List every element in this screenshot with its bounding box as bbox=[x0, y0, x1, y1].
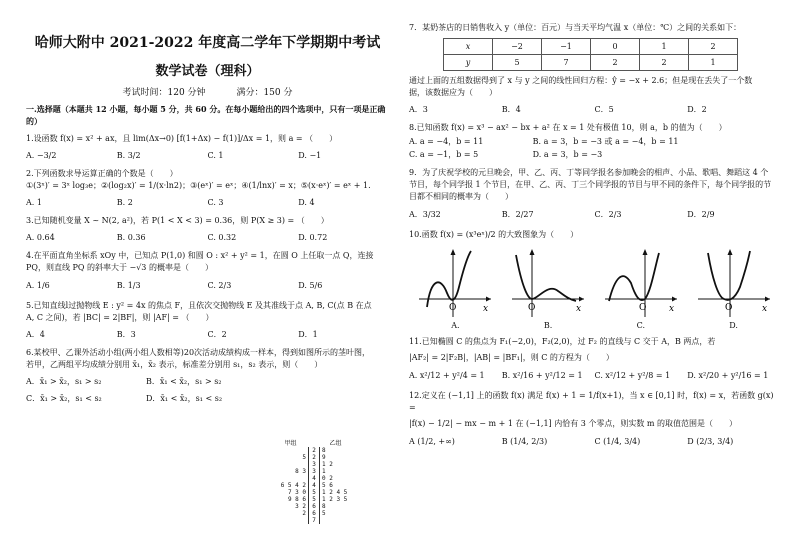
stem-leaf-stem: 2 bbox=[308, 447, 320, 454]
question-6-text-2: 若甲，乙两组平均成绩分别用 x̄₁，x̄₂ 表示，标准差分别用 s₁，s₂ 表示，则（ ） bbox=[26, 360, 323, 369]
question-1-text: 1.设函数 f(x) = x² + ax，且 lim(Δx→0) [f(1+Δx) − f(1)]/Δx = 1，则 a = （ ） bbox=[26, 134, 338, 143]
stem-leaf-stem: 4 bbox=[308, 475, 320, 482]
question-3-options bbox=[26, 231, 389, 244]
graph-d-plot bbox=[694, 247, 774, 319]
graph-a-x-label: x bbox=[483, 304, 489, 314]
q7-option-a: A．3 bbox=[409, 105, 428, 114]
graph-a-label: A. bbox=[451, 321, 460, 330]
table-cell: 5 bbox=[493, 55, 542, 71]
q3-option-d: D. 0.72 bbox=[298, 233, 328, 242]
q3-option-b: B. 0.36 bbox=[116, 233, 146, 242]
q5-option-b: B．3 bbox=[116, 330, 136, 339]
question-6-options bbox=[26, 375, 266, 405]
q2-option-a: A. 1 bbox=[26, 198, 42, 207]
graph-option-c bbox=[595, 247, 688, 330]
table-cell: 7 bbox=[542, 55, 591, 71]
question-8-text: 8.已知函数 f(x) = x³ − ax² − bx + a² 在 x = 1 处有极值 10，则 a，b 的值为（ ） bbox=[409, 123, 727, 132]
stem-leaf-right-leaves: 0 2 bbox=[322, 475, 333, 482]
graph-b-plot bbox=[508, 247, 588, 319]
stem-leaf-stem: 7 bbox=[308, 517, 320, 524]
table-cell: 2 bbox=[591, 55, 640, 71]
q9-option-a: 3/32 bbox=[422, 210, 441, 219]
q1-option-d: D. −1 bbox=[298, 151, 322, 160]
stem-leaf-left-leaves: 5 bbox=[302, 454, 306, 461]
section-heading: 一.选择题（本题共 12 小题，每小题 5 分，共 60 分。在每小题给出的四个选项中，只有一项是正确的） bbox=[26, 104, 386, 126]
exam-subtitle: 数学试卷（理科） bbox=[155, 64, 260, 79]
question-12-options bbox=[409, 434, 780, 450]
question-3 bbox=[26, 215, 389, 244]
q2-option-c: C. 3 bbox=[207, 198, 224, 207]
stem-leaf-stem: 5 bbox=[308, 489, 320, 496]
question-2-options bbox=[26, 196, 389, 209]
question-4-text-2: PQ，则直线 PQ 的斜率大于 −√3 的概率是（ ） bbox=[26, 263, 213, 272]
stem-leaf-stem: 3 bbox=[308, 468, 320, 475]
question-12-text: 12.定义在 (−1,1] 上的函数 f(x) 满足 f(x) + 1 = 1/f(x+1)，当 x ∈ [0,1] 时，f(x) = x，若函数 g(x) = bbox=[409, 391, 774, 412]
question-4 bbox=[26, 250, 389, 294]
q3-option-a: A. 0.64 bbox=[26, 233, 55, 242]
graph-c-x-label: x bbox=[668, 304, 674, 314]
q9-option-b-wrap: B．2/27 bbox=[501, 210, 534, 219]
stem-leaf-stem: 2 bbox=[308, 454, 320, 461]
question-9-text: 9．为了庆祝学校的元旦晚会，甲、乙、丙、丁等同学报名参加晚会的相声、小品、歌唱、舞蹈这 4 个 bbox=[409, 168, 769, 177]
q6-option-c: C．x̄₁ > x̄₂，s₁ < s₂ bbox=[26, 394, 102, 403]
stem-leaf-right-leaves: 1 bbox=[322, 468, 326, 475]
table-row-x bbox=[444, 39, 738, 55]
stem-leaf-row bbox=[268, 510, 358, 517]
graph-a-origin: O bbox=[449, 303, 457, 313]
q8-option-a: A. a = −4，b = 11 bbox=[409, 137, 484, 146]
stem-leaf-stem: 3 bbox=[308, 461, 320, 468]
stem-leaf-stem: 4 bbox=[308, 482, 320, 489]
table-header-y: y bbox=[444, 55, 493, 71]
question-5-text: 5.已知直线l过抛物线 E : y² = 4x 的焦点 F，且依次交抛物线 E 及其准线于点 A, B, C(点 B 在点 bbox=[26, 301, 372, 310]
q8-option-d: D. a = 3，b = −3 bbox=[532, 150, 603, 159]
question-2 bbox=[26, 168, 389, 209]
q5-option-d: D．1 bbox=[298, 330, 318, 339]
q12-option-a: A (1/2, +∞) bbox=[409, 437, 455, 446]
question-7-text-2: 通过上面的五组数据得到了 x 与 y 之间的线性回归方程：ŷ = −x + 2.6；但是现在丢失了一个数 bbox=[409, 76, 753, 85]
stem-leaf-left-leaves: 9 8 6 bbox=[287, 496, 306, 503]
question-9 bbox=[409, 167, 780, 223]
q8-options-row-1 bbox=[409, 135, 780, 148]
stem-leaf-right-leaves bbox=[320, 517, 322, 524]
table-cell: 0 bbox=[591, 39, 640, 55]
q11-option-d: x²/20 + y²/16 = 1 bbox=[698, 371, 769, 380]
question-12 bbox=[409, 390, 780, 450]
graph-option-b bbox=[502, 247, 595, 330]
q7-option-b: B．4 bbox=[501, 105, 521, 114]
q9-option-c: 2/3 bbox=[608, 210, 622, 219]
question-7-options bbox=[409, 103, 780, 116]
q11-option-b: x²/16 + y²/12 = 1 bbox=[512, 371, 583, 380]
q12-option-c: C (1/4, 3/4) bbox=[594, 437, 641, 446]
q1-option-b: B. 3/2 bbox=[116, 151, 141, 160]
stem-leaf-left-leaves bbox=[268, 461, 308, 468]
stem-leaf-stem: 6 bbox=[308, 503, 320, 510]
question-7-text: 7．某奶茶店的日销售收入 y（单位：百元）与当天平均气温 x（单位：℃）之间的关系如下： bbox=[409, 23, 742, 32]
graph-option-d bbox=[687, 247, 780, 330]
stem-leaf-right-leaves: 9 bbox=[322, 454, 326, 461]
stem-leaf-row bbox=[268, 489, 358, 496]
question-11-text-2: |AF₂| = 2|F₂B|，|AB| = |BF₁|，则 C 的方程为（ ） bbox=[409, 353, 614, 362]
q2-option-b: B. 2 bbox=[116, 198, 133, 207]
question-1 bbox=[26, 133, 389, 162]
stem-leaf-row bbox=[268, 503, 358, 510]
exam-meta bbox=[26, 85, 389, 98]
stem-leaf-right-leaves: 8 bbox=[322, 447, 326, 454]
q2-option-d: D. 4 bbox=[298, 198, 315, 207]
q8-options-row-2 bbox=[409, 148, 780, 161]
exam-time: 考试时间：120 分钟 bbox=[122, 88, 206, 98]
q11-option-a-wrap: A. x²/12 + y²/4 = 1 bbox=[409, 371, 485, 380]
graph-b-label: B. bbox=[543, 321, 553, 330]
question-2-statements: ①(3ˣ)′ = 3ˣ log₃e；②(log₂x)′ = 1/(x·ln2)；③(eˣ)′ = eˣ；④(1/lnx)′ = x；⑤(x·eˣ)′ = eˣ + 1. bbox=[26, 181, 371, 190]
question-4-options bbox=[26, 278, 389, 294]
question-6-text: 6.某校甲、乙课外活动小组(两小组人数相等)20次活动成绩构成一样本，得到如图所示的茎叶图， bbox=[26, 348, 371, 357]
q6-option-b: B．x̄₁ < x̄₂，s₁ > s₂ bbox=[146, 377, 222, 386]
q4-option-c: C. 2/3 bbox=[207, 281, 232, 290]
q6-option-a: A．x̄₁ > x̄₂，s₁ > s₂ bbox=[26, 377, 102, 386]
question-7-table bbox=[443, 38, 738, 71]
q6-options-row-1 bbox=[26, 375, 266, 388]
q4-option-d: D. 5/6 bbox=[298, 281, 323, 290]
q12-option-d: D (2/3, 3/4) bbox=[687, 437, 734, 446]
right-column bbox=[397, 0, 794, 560]
graph-b-x-label: x bbox=[576, 304, 582, 314]
q9-option-c-wrap: C．2/3 bbox=[594, 210, 622, 219]
q9-option-d: 2/9 bbox=[701, 210, 715, 219]
question-10-graphs bbox=[409, 247, 780, 330]
q3-option-c: C. 0.32 bbox=[207, 233, 237, 242]
q8-option-c: C. a = −1，b = 5 bbox=[409, 150, 479, 159]
q9-option-a-wrap: A．3/32 bbox=[409, 210, 441, 219]
table-cell: −1 bbox=[542, 39, 591, 55]
stem-leaf-row bbox=[268, 482, 358, 489]
question-2-text: 2.下列函数求导运算正确的个数是（ ） bbox=[26, 169, 178, 178]
q6-options-row-2 bbox=[26, 392, 266, 405]
stem-leaf-left-leaves: 6 5 4 2 bbox=[280, 482, 306, 489]
stem-leaf-left-leaves: 2 bbox=[302, 510, 306, 517]
stem-leaf-right-leaves: 5 6 bbox=[322, 482, 333, 489]
table-cell: 1 bbox=[689, 55, 738, 71]
graph-c-plot bbox=[601, 247, 681, 319]
stem-leaf-row bbox=[268, 454, 358, 461]
question-7-text-3: 据，该数据应为（ ） bbox=[409, 88, 497, 97]
q4-option-a: A. 1/6 bbox=[26, 281, 50, 290]
q5-option-a: A．4 bbox=[26, 330, 45, 339]
graph-c-label: C. bbox=[636, 321, 646, 330]
table-cell: 2 bbox=[640, 55, 689, 71]
q11-option-a: x²/12 + y²/4 = 1 bbox=[419, 371, 485, 380]
q9-option-b: 2/27 bbox=[515, 210, 534, 219]
question-5-text-2: A, C 之间)，若 |BC| = 2|BF|，则 |AF| = （ ） bbox=[26, 313, 214, 322]
stem-leaf-row bbox=[268, 517, 358, 524]
question-8 bbox=[409, 122, 780, 161]
q11-option-d-wrap: D. x²/20 + y²/16 = 1 bbox=[687, 371, 769, 380]
stem-leaf-row bbox=[268, 475, 358, 482]
stem-leaf-plot bbox=[268, 438, 358, 524]
stem-leaf-left-leaves: 7 3 0 bbox=[287, 489, 306, 496]
q5-option-c: C．2 bbox=[207, 330, 227, 339]
stem-leaf-left-leaves bbox=[268, 475, 308, 482]
stem-leaf-left-label: 甲组 bbox=[284, 440, 297, 447]
question-10-text: 10.函数 f(x) = (x³eˣ)/2 的大致图象为（ ） bbox=[409, 230, 579, 239]
q1-option-c: C. 1 bbox=[207, 151, 224, 160]
graph-c-origin: O bbox=[638, 303, 647, 313]
stem-leaf-row bbox=[268, 461, 358, 468]
q12-option-b: B (1/4, 2/3) bbox=[501, 437, 548, 446]
q8-option-b: B. a = 3，b = −3 或 a = −4，b = 11 bbox=[532, 137, 679, 146]
stem-leaf-right-leaves: 1 2 4 5 bbox=[322, 489, 348, 496]
stem-leaf-left-leaves bbox=[268, 517, 308, 524]
stem-leaf-right-leaves: 5 bbox=[322, 510, 326, 517]
question-9-text-2: 节目，每个同学报 1 个节目，在甲、乙、丙、丁三个同学报的节目与甲不同的条件下，每个同学报的节 bbox=[409, 180, 772, 189]
question-12-text-2: |f(x) − 1/2| − mx − m + 1 在 (−1,1] 内恰有 3 个零点，则实数 m 的取值范围是（ ） bbox=[409, 419, 738, 428]
graph-d-label: D. bbox=[729, 321, 738, 330]
stem-leaf-rows bbox=[268, 447, 358, 524]
stem-leaf-stem: 6 bbox=[308, 510, 320, 517]
table-cell: 1 bbox=[640, 39, 689, 55]
question-4-text: 4.在平面直角坐标系 xOy 中，已知点 P(1,0) 和圆 O : x² + y² = 1，在圆 O 上任取一点 Q，连接 bbox=[26, 251, 374, 260]
graph-d-x-label: x bbox=[761, 304, 767, 314]
stem-leaf-right-label: 乙组 bbox=[329, 440, 342, 447]
exam-title: 哈师大附中 2021-2022 年度高二学年下学期期中考试 bbox=[34, 35, 381, 51]
stem-leaf-row bbox=[268, 468, 358, 475]
question-3-text: 3.已知随机变量 X ~ N(2, a²)，若 P(1 < X < 3) = 0.36，则 P(X ≥ 3) = （ ） bbox=[26, 216, 329, 225]
q1-option-a: A. −3/2 bbox=[26, 151, 57, 160]
stem-leaf-right-leaves: 8 bbox=[322, 503, 326, 510]
stem-leaf-right-leaves: 1 2 bbox=[322, 461, 333, 468]
question-11-options bbox=[409, 368, 780, 384]
q7-option-c: C．5 bbox=[594, 105, 614, 114]
stem-leaf-row bbox=[268, 447, 358, 454]
table-header-x: x bbox=[444, 39, 493, 55]
question-9-options bbox=[409, 207, 780, 223]
q7-option-d: D．2 bbox=[687, 105, 707, 114]
q11-option-b-wrap: B. x²/16 + y²/12 = 1 bbox=[501, 371, 583, 380]
graph-option-a bbox=[409, 247, 502, 330]
stem-leaf-left-leaves: 3 2 bbox=[295, 503, 306, 510]
question-5 bbox=[26, 300, 389, 341]
question-1-options bbox=[26, 149, 389, 162]
stem-leaf-header bbox=[268, 438, 358, 447]
q6-option-d: D．x̄₁ < x̄₂，s₁ < s₂ bbox=[146, 394, 223, 403]
table-cell: 2 bbox=[689, 39, 738, 55]
question-10 bbox=[409, 229, 780, 330]
graph-b-origin: O bbox=[528, 303, 536, 313]
question-5-options bbox=[26, 328, 389, 341]
graph-a-plot bbox=[415, 247, 495, 319]
question-7 bbox=[409, 22, 780, 116]
stem-leaf-right-leaves: 1 2 3 5 bbox=[322, 496, 348, 503]
table-row-y bbox=[444, 55, 738, 71]
stem-leaf-row bbox=[268, 496, 358, 503]
question-11-text: 11.已知椭圆 C 的焦点为 F₁(−2,0)，F₂(2,0)，过 F₂ 的直线与 C 交于 A，B 两点，若 bbox=[409, 337, 716, 346]
q11-option-c-wrap: C. x²/12 + y²/8 = 1 bbox=[594, 371, 671, 380]
graph-d-origin: O bbox=[724, 303, 733, 313]
stem-leaf-left-leaves: 8 3 bbox=[295, 468, 306, 475]
stem-leaf-left-leaves bbox=[268, 447, 308, 454]
exam-score: 满分：150 分 bbox=[236, 88, 293, 98]
table-cell: −2 bbox=[493, 39, 542, 55]
q9-option-d-wrap: D．2/9 bbox=[687, 210, 715, 219]
question-9-text-3: 目都不相同的概率为（ ） bbox=[409, 192, 513, 201]
stem-leaf-stem: 5 bbox=[308, 496, 320, 503]
q4-option-b: B. 1/3 bbox=[116, 281, 141, 290]
question-6 bbox=[26, 347, 389, 405]
question-11 bbox=[409, 336, 780, 384]
q11-option-c: x²/12 + y²/8 = 1 bbox=[605, 371, 671, 380]
